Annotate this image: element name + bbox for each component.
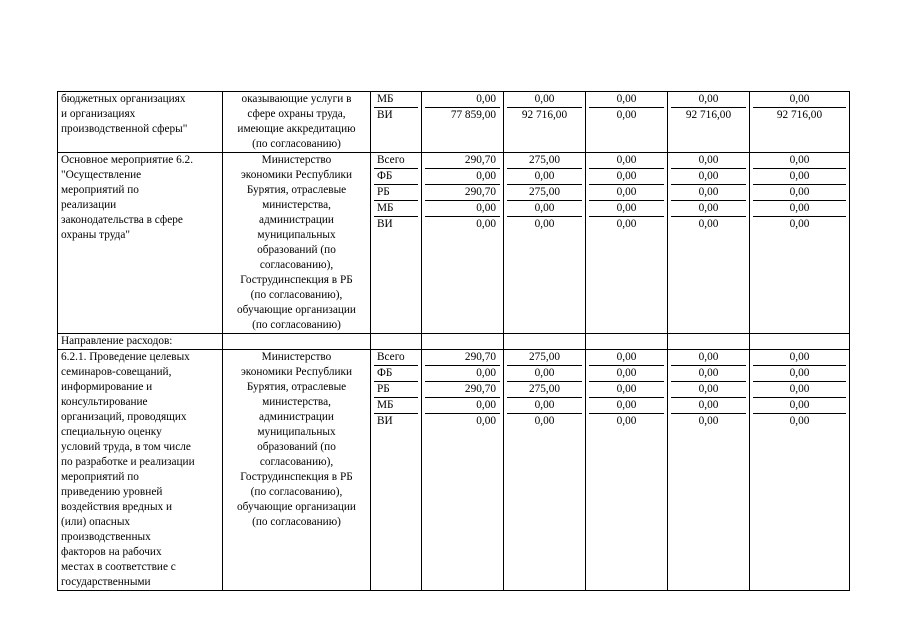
amount-value: 77 859,00 xyxy=(450,109,496,121)
executor-line: (по согласованию) xyxy=(252,138,341,150)
amount-cell xyxy=(504,153,586,334)
amount-value: 0,00 xyxy=(671,382,746,398)
amount-value: 0,00 xyxy=(753,185,846,201)
executor-cell xyxy=(223,350,371,591)
amount-value: 0,00 xyxy=(698,415,719,427)
amount-value: 0,00 xyxy=(476,415,496,427)
amount-value: 0,00 xyxy=(616,218,637,230)
amount-value: 290,70 xyxy=(425,350,500,366)
amount-cell xyxy=(504,92,586,153)
executor-line: (по согласованию) xyxy=(252,319,341,331)
amount-cell xyxy=(668,350,750,591)
activity-name-line: "Осуществление xyxy=(61,169,142,181)
amount-value: 0,00 xyxy=(425,366,500,382)
activity-name-line: организаций, проводящих xyxy=(61,411,187,423)
executor-line: Гострудинспекция в РБ xyxy=(240,471,353,483)
amount-value: 0,00 xyxy=(589,398,664,414)
activity-name-line: местах в соответствие с xyxy=(61,561,176,573)
activity-name-line: по разработке и реализации xyxy=(61,456,195,468)
funding-source-label: ВИ xyxy=(377,218,393,230)
amount-cell xyxy=(586,92,668,153)
amount-value: 0,00 xyxy=(534,415,555,427)
table-row xyxy=(58,350,850,591)
amount-value: 0,00 xyxy=(671,350,746,366)
executor-line: образований (по xyxy=(257,244,336,256)
amount-value: 0,00 xyxy=(476,218,496,230)
activity-name-cell xyxy=(58,153,223,334)
executor-line: Гострудинспекция в РБ xyxy=(240,274,353,286)
amount-value: 0,00 xyxy=(671,398,746,414)
activity-name-cell xyxy=(58,350,223,591)
amount-value: 0,00 xyxy=(753,382,846,398)
activity-name-line: охраны труда" xyxy=(61,229,131,241)
amount-value: 275,00 xyxy=(507,382,582,398)
activity-name-line: мероприятий по xyxy=(61,471,139,483)
funding-source-cell xyxy=(371,153,422,334)
amount-cell xyxy=(750,350,850,591)
amount-value: 0,00 xyxy=(753,201,846,217)
amount-value: 0,00 xyxy=(589,382,664,398)
amount-value: 0,00 xyxy=(507,366,582,382)
amount-value: 0,00 xyxy=(507,398,582,414)
activity-name-line: факторов на рабочих xyxy=(61,546,162,558)
activity-name-line: бюджетных организациях xyxy=(61,93,186,105)
amount-value: 0,00 xyxy=(589,92,664,108)
executor-line: министерства, xyxy=(262,396,331,408)
amount-value: 0,00 xyxy=(671,153,746,169)
amount-value: 0,00 xyxy=(671,366,746,382)
amount-cell xyxy=(750,92,850,153)
activity-name-line: приведению уровней xyxy=(61,486,163,498)
activity-name-line: и организациях xyxy=(61,108,136,120)
amount-value: 0,00 xyxy=(589,169,664,185)
amount-value: 0,00 xyxy=(425,92,500,108)
executor-line: Бурятия, отраслевые xyxy=(246,184,347,196)
executor-line: (по согласованию) xyxy=(252,516,341,528)
funding-source-label: ФБ xyxy=(374,169,418,185)
amount-value: 0,00 xyxy=(753,92,846,108)
amount-value: 0,00 xyxy=(698,218,719,230)
funding-source-label: МБ xyxy=(374,201,418,217)
amount-value: 290,70 xyxy=(425,382,500,398)
amount-value: 0,00 xyxy=(671,201,746,217)
executor-line: Бурятия, отраслевые xyxy=(246,381,347,393)
activity-name-line: реализации xyxy=(61,199,117,211)
amount-cell xyxy=(668,153,750,334)
amount-cell xyxy=(504,350,586,591)
empty-cell xyxy=(422,334,504,350)
amount-value: 0,00 xyxy=(534,218,555,230)
amount-value: 0,00 xyxy=(589,185,664,201)
amount-value: 0,00 xyxy=(425,201,500,217)
amount-value: 0,00 xyxy=(671,185,746,201)
amount-value: 0,00 xyxy=(616,109,637,121)
amount-value: 0,00 xyxy=(589,201,664,217)
amount-value: 0,00 xyxy=(671,169,746,185)
funding-source-label: РБ xyxy=(374,185,418,201)
amount-value: 92 716,00 xyxy=(776,109,823,121)
executor-cell xyxy=(223,92,371,153)
amount-cell xyxy=(586,153,668,334)
amount-cell xyxy=(668,92,750,153)
amount-value: 0,00 xyxy=(616,415,637,427)
funding-source-label: ФБ xyxy=(374,366,418,382)
activity-name-line: семинаров-совещаний, xyxy=(61,366,172,378)
activity-name-line: условий труда, в том числе xyxy=(61,441,191,453)
amount-cell xyxy=(586,350,668,591)
amount-value: 0,00 xyxy=(425,398,500,414)
amount-value: 0,00 xyxy=(507,92,582,108)
funding-source-cell xyxy=(371,92,422,153)
amount-value: 0,00 xyxy=(589,366,664,382)
executor-line: администрации xyxy=(259,411,334,423)
executor-line: муниципальных xyxy=(257,426,336,438)
amount-value: 0,00 xyxy=(753,169,846,185)
funding-source-label: ВИ xyxy=(377,109,393,121)
funding-source-label: РБ xyxy=(374,382,418,398)
amount-value: 290,70 xyxy=(425,153,500,169)
amount-value: 0,00 xyxy=(789,415,810,427)
executor-line: оказывающие услуги в xyxy=(241,93,352,105)
amount-value: 0,00 xyxy=(753,366,846,382)
executor-line: обучающие организации xyxy=(237,304,356,316)
activity-name-line: консультирование xyxy=(61,396,148,408)
activity-name-line: информирование и xyxy=(61,381,153,393)
activity-name-cell xyxy=(58,92,223,153)
activity-name-line: государственными xyxy=(61,576,151,588)
amount-value: 290,70 xyxy=(425,185,500,201)
activity-name-line: мероприятий по xyxy=(61,184,139,196)
empty-cell xyxy=(586,334,668,350)
table-row xyxy=(58,334,850,350)
executor-line: экономики Республики xyxy=(240,366,353,378)
activity-name-line: 6.2.1. Проведение целевых xyxy=(61,351,190,363)
amount-value: 0,00 xyxy=(425,169,500,185)
executor-line: (по согласованию), xyxy=(250,486,343,498)
amount-value: 0,00 xyxy=(507,201,582,217)
executor-line: согласованию), xyxy=(259,259,334,271)
activity-name-line: Основное мероприятие 6.2. xyxy=(61,154,194,166)
executor-line: Министерство xyxy=(261,154,332,166)
activity-name-line: специальную оценку xyxy=(61,426,162,438)
executor-cell xyxy=(223,153,371,334)
activity-name-line: производственной сферы" xyxy=(61,123,188,135)
amount-value: 275,00 xyxy=(507,185,582,201)
table-row xyxy=(58,153,850,334)
amount-value: 0,00 xyxy=(507,169,582,185)
executor-line: (по согласованию), xyxy=(250,289,343,301)
activity-name-line: законодательства в сфере xyxy=(61,214,183,226)
activity-name-line: воздействия вредных и xyxy=(61,501,173,513)
empty-cell xyxy=(504,334,586,350)
amount-cell xyxy=(422,153,504,334)
activity-name-line: производственных xyxy=(61,531,151,543)
executor-line: обучающие организации xyxy=(237,501,356,513)
funding-source-label: МБ xyxy=(374,398,418,414)
expense-direction-heading: Направление расходов: xyxy=(58,334,223,350)
executor-line: экономики Республики xyxy=(240,169,353,181)
executor-line: Министерство xyxy=(261,351,332,363)
amount-cell xyxy=(422,92,504,153)
executor-line: администрации xyxy=(259,214,334,226)
funding-source-label: Всего xyxy=(374,350,418,366)
table-row xyxy=(58,92,850,153)
amount-value: 0,00 xyxy=(589,350,664,366)
executor-line: сфере охраны труда, xyxy=(247,108,346,120)
amount-value: 0,00 xyxy=(671,92,746,108)
amount-value: 275,00 xyxy=(507,153,582,169)
amount-value: 92 716,00 xyxy=(685,109,732,121)
empty-cell xyxy=(750,334,850,350)
funding-source-cell xyxy=(371,350,422,591)
executor-line: согласованию), xyxy=(259,456,334,468)
funding-source-label: МБ xyxy=(374,92,418,108)
amount-value: 0,00 xyxy=(753,350,846,366)
executor-line: министерства, xyxy=(262,199,331,211)
executor-line: имеющие аккредитацию xyxy=(237,123,356,135)
empty-cell xyxy=(371,334,422,350)
activity-name-line: (или) опасных xyxy=(61,516,131,528)
funding-source-label: ВИ xyxy=(377,415,393,427)
empty-cell xyxy=(668,334,750,350)
amount-value: 0,00 xyxy=(589,153,664,169)
amount-cell xyxy=(750,153,850,334)
budget-table xyxy=(57,91,850,591)
executor-line: образований (по xyxy=(257,441,336,453)
amount-cell xyxy=(422,350,504,591)
amount-value: 0,00 xyxy=(753,153,846,169)
funding-source-label: Всего xyxy=(374,153,418,169)
amount-value: 0,00 xyxy=(789,218,810,230)
amount-value: 92 716,00 xyxy=(521,109,568,121)
empty-cell xyxy=(223,334,371,350)
executor-line: муниципальных xyxy=(257,229,336,241)
amount-value: 275,00 xyxy=(507,350,582,366)
amount-value: 0,00 xyxy=(753,398,846,414)
